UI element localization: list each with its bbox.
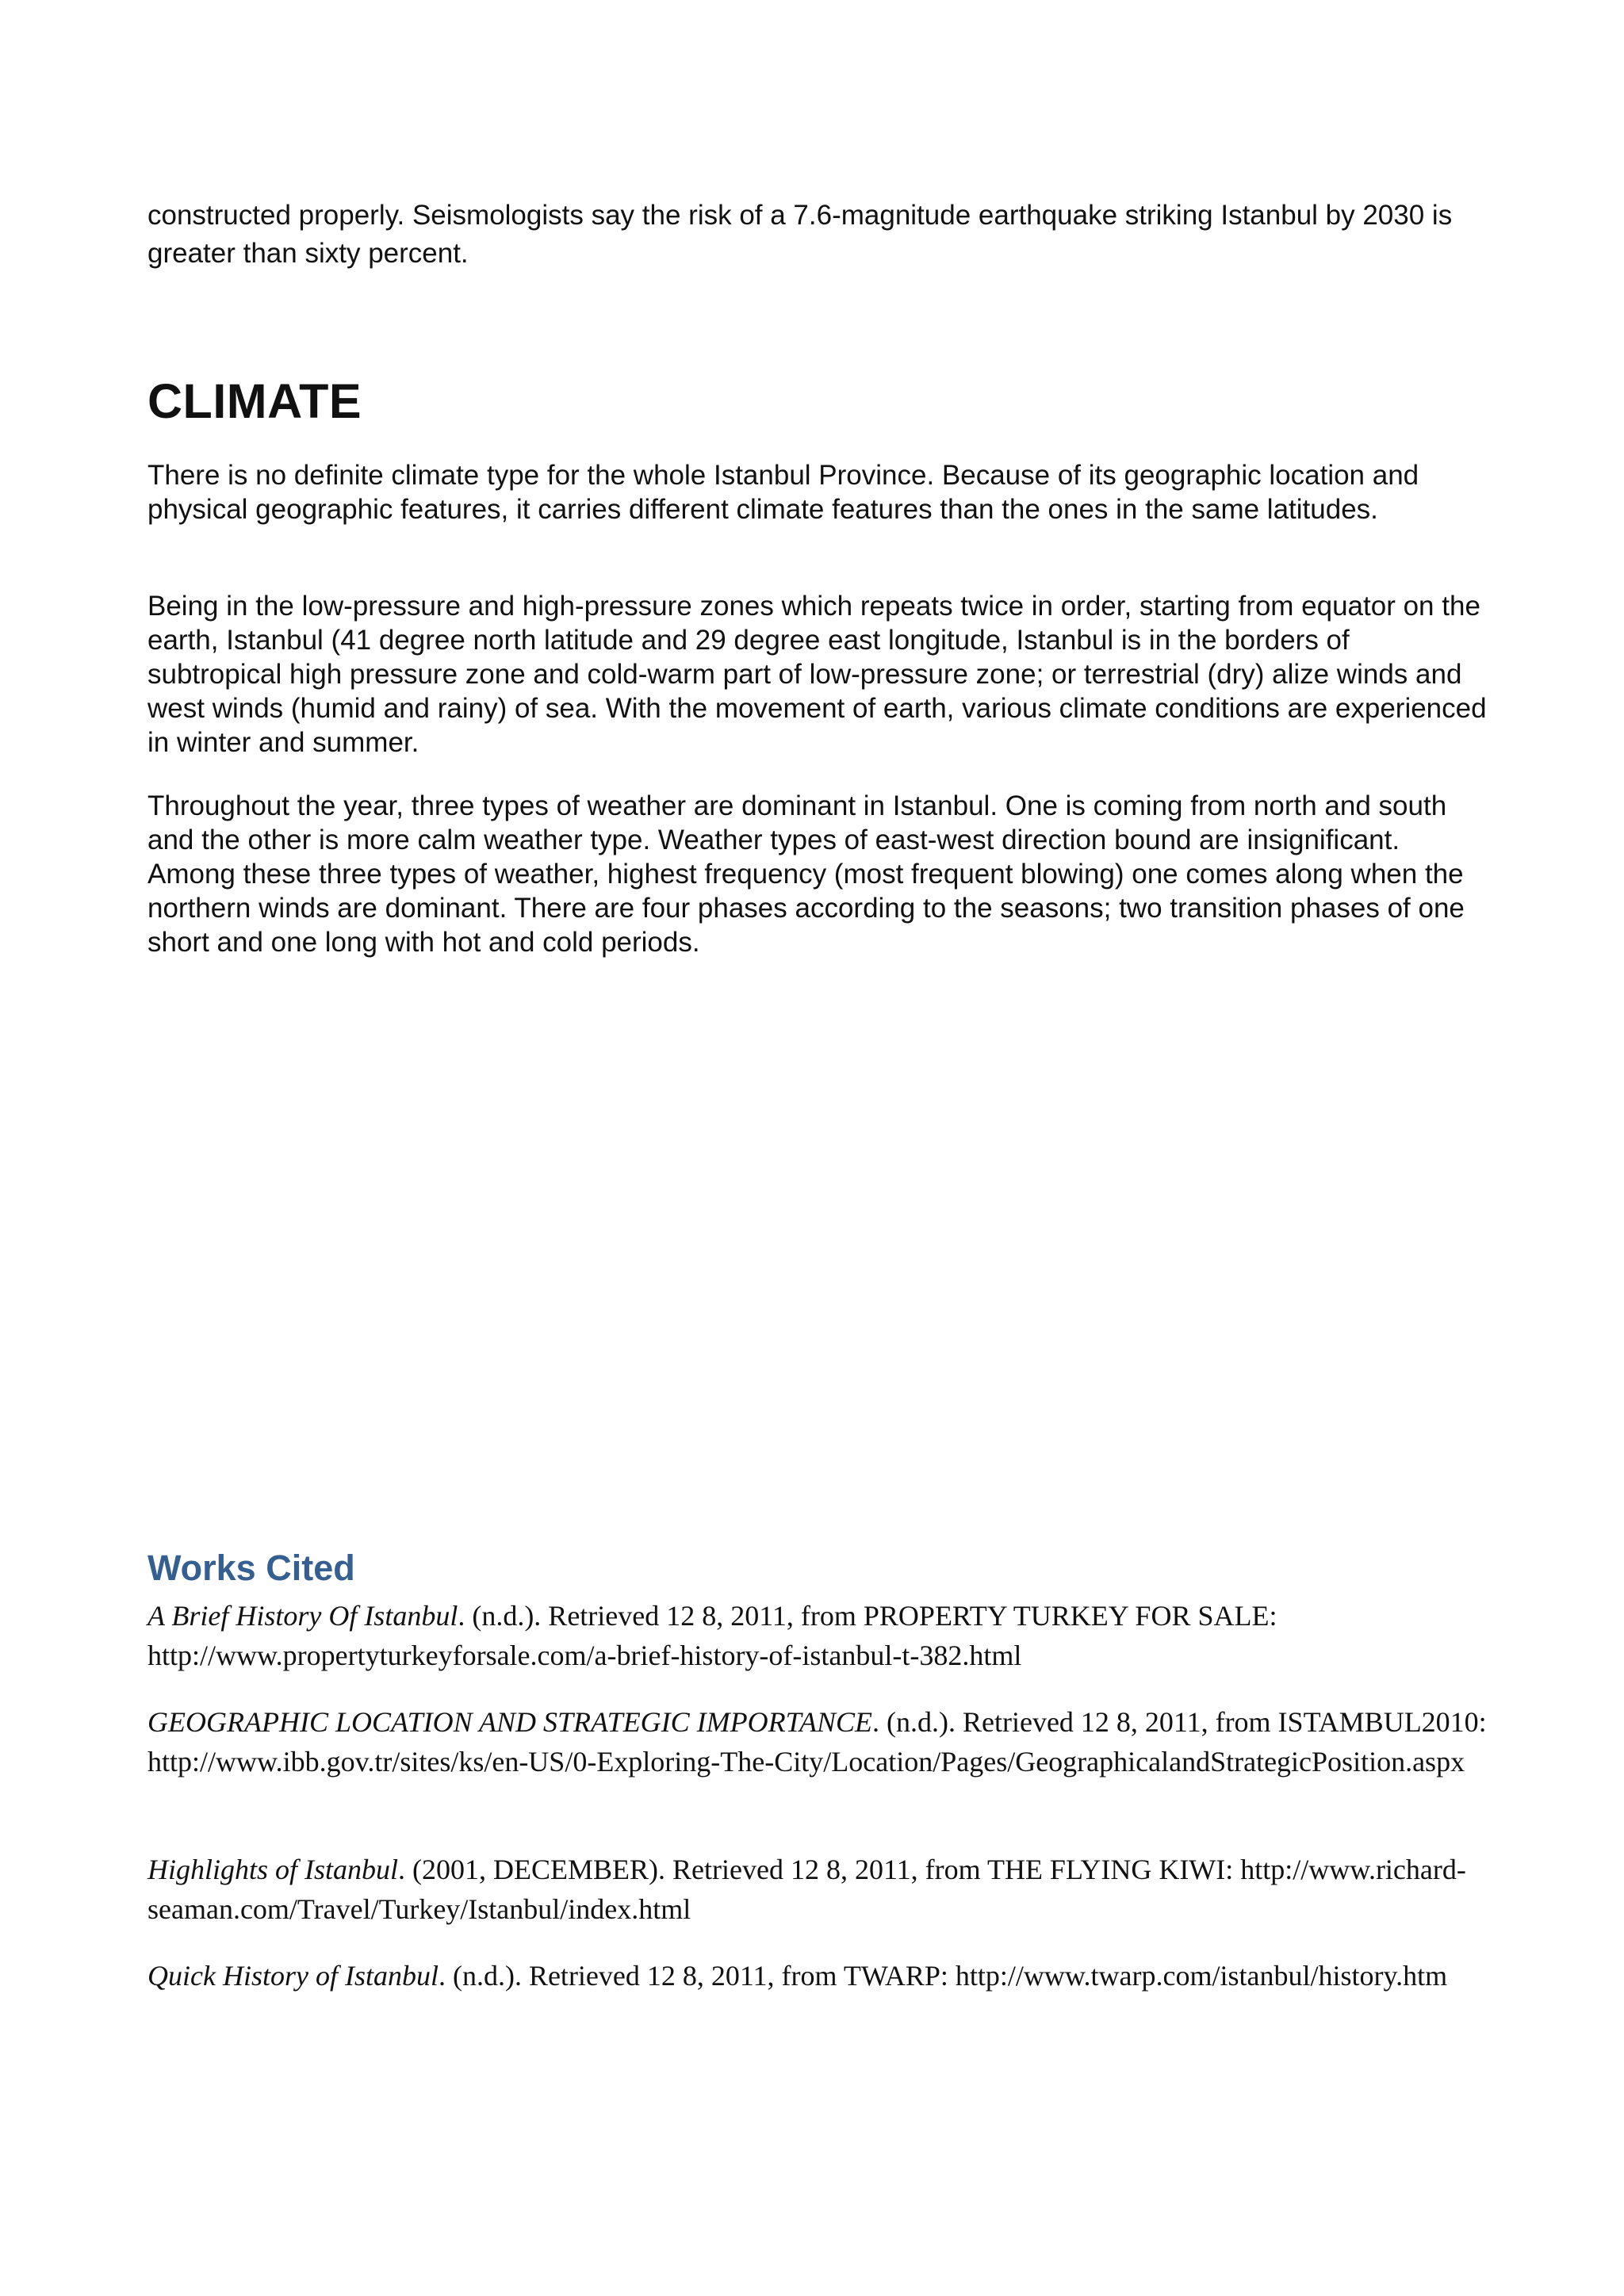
citation-details: . (n.d.). Retrieved 12 8, 2011, from PROPERTY TURKEY FOR SALE: http://www.propertyturkeyforsale.com/a-brief-history-of-istanbul-t-382.html xyxy=(147,1600,1277,1671)
citation-details: . (n.d.). Retrieved 12 8, 2011, from TWARP: http://www.twarp.com/istanbul/history.htm xyxy=(438,1960,1448,1992)
climate-paragraph-3: Throughout the year, three types of weather are dominant in Istanbul. One is coming from north and south and the other is more calm weather type. Weather types of east-west direction bound are insignificant. Among these three types of weather, highest frequency (most frequent blowing) one comes along when the northern winds are dominant. There are four phases according to the seasons; two transition phases of one short and one long with hot and cold periods. xyxy=(147,790,1465,958)
citation-entry xyxy=(147,1702,1511,1781)
climate-heading: CLIMATE xyxy=(147,374,362,428)
climate-paragraph-1: There is no definite climate type for the whole Istanbul Province. Because of its geographic location and physical geographic features, it carries different climate features than the ones in the same latitudes. xyxy=(147,460,1419,525)
citation-entry xyxy=(147,1850,1511,1929)
citation-entry xyxy=(147,1596,1511,1675)
citation-details: . (n.d.). Retrieved 12 8, 2011, from ISTAMBUL2010: http://www.ibb.gov.tr/sites/ks/en-US/0-Exploring-The-City/Location/Pages/GeographicalandStrategicPosition.aspx xyxy=(147,1706,1487,1777)
works-cited-heading: Works Cited xyxy=(147,1548,355,1588)
citation-title: Highlights of Istanbul xyxy=(147,1854,399,1885)
intro-paragraph: constructed properly. Seismologists say the risk of a 7.6-magnitude earthquake striking Istanbul by 2030 is greater than sixty percent. xyxy=(147,200,1453,269)
citation-title: A Brief History Of Istanbul xyxy=(147,1600,458,1632)
citation-title: GEOGRAPHIC LOCATION AND STRATEGIC IMPORTANCE xyxy=(147,1706,872,1738)
citation-details: . (2001, DECEMBER). Retrieved 12 8, 2011, from THE FLYING KIWI: http://www.richard-seaman.com/Travel/Turkey/Istanbul/index.html xyxy=(147,1854,1466,1925)
citation-title: Quick History of Istanbul xyxy=(147,1960,439,1992)
citation-entry xyxy=(147,1956,1511,1996)
climate-paragraph-2: Being in the low-pressure and high-pressure zones which repeats twice in order, starting from equator on the earth, Istanbul (41 degree north latitude and 29 degree east longitude, Istanbul is in the borders of subtropical high pressure zone and cold-warm part of low-pressure zone; or terrestrial (dry) alize winds and west winds (humid and rainy) of sea. With the movement of earth, various climate conditions are experienced in winter and summer. xyxy=(147,591,1487,758)
